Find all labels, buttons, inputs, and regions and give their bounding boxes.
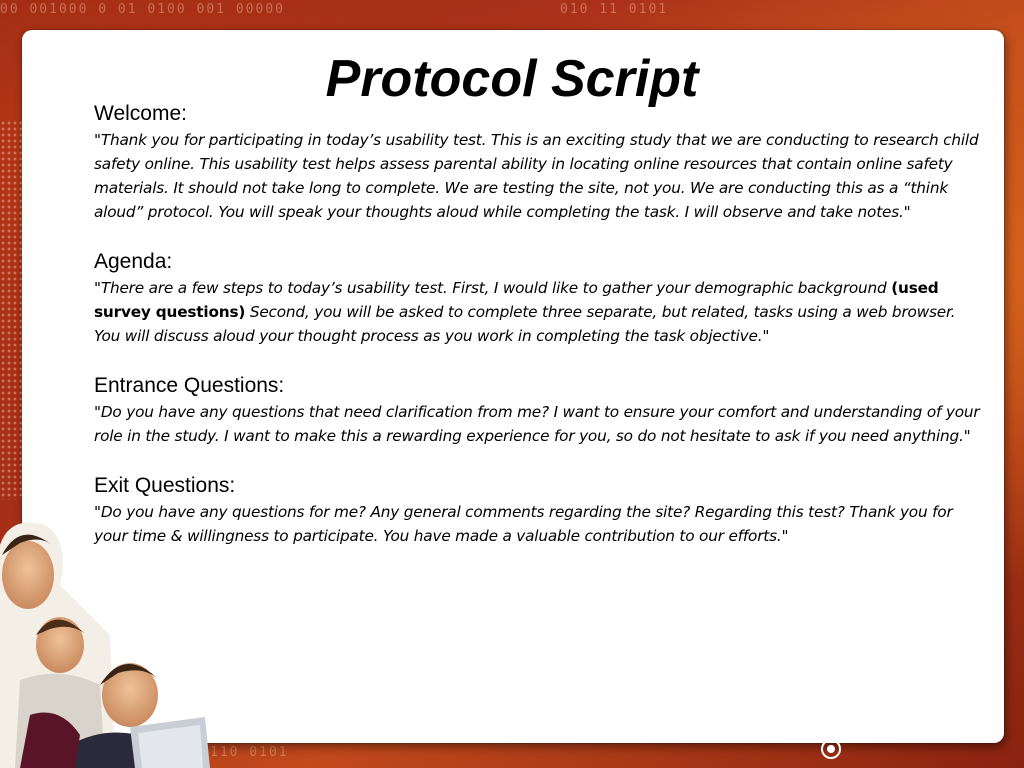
slide-logo-icon	[820, 738, 842, 760]
dotted-pattern-decoration	[0, 120, 22, 500]
agenda-text-end: Second, you will be asked to complete three separate, but related, tasks using a web browser. You will discuss aloud your thought process as you work in completing the task objective."	[94, 303, 956, 345]
exit-questions-section	[94, 472, 984, 548]
welcome-heading: Welcome:	[94, 102, 187, 125]
binary-digits-decoration: 00 001000 0 01 0100 001 00000	[0, 2, 285, 17]
family-photo-illustration	[0, 505, 210, 768]
agenda-text-bold: (used survey questions)	[94, 279, 939, 321]
agenda-section	[94, 248, 984, 348]
welcome-text: "Thank you for participating in today’s usability test. This is an exciting study that we are conducting to research child safety online. This usability test helps assess parental ability in locating online resources that contain online safety materials. It should not take long to complete. We are testing the site, not you. We are conducting this as a “think aloud” protocol. You will speak your thoughts aloud while completing the task. I will observe and take notes."	[94, 131, 979, 221]
exit-questions-text: "Do you have any questions for me? Any general comments regarding the site? Regarding this test? Thank you for your time & willingness to participate. You have made a valuable contribution to our efforts."	[94, 503, 953, 545]
entrance-questions-text: "Do you have any questions that need clarification from me? I want to ensure your comfort and understanding of your role in the study. I want to make this a rewarding experience for you, so do not hesitate to ask if you need anything."	[94, 403, 980, 445]
exit-questions-heading: Exit Questions:	[94, 474, 236, 497]
agenda-heading: Agenda:	[94, 250, 173, 273]
agenda-text-start: "There are a few steps to today’s usability test. First, I would like to gather your demographic background	[94, 279, 892, 297]
entrance-questions-heading: Entrance Questions:	[94, 374, 285, 397]
slide-body	[94, 100, 984, 572]
binary-digits-decoration-bottom: 110 0101	[210, 745, 289, 760]
slide-title: Protocol Script	[325, 50, 699, 108]
welcome-section	[94, 100, 984, 224]
binary-digits-decoration-right: 010 11 0101	[560, 2, 669, 17]
family-photo	[0, 505, 210, 768]
agenda-text	[94, 276, 984, 348]
entrance-questions-section	[94, 372, 984, 448]
